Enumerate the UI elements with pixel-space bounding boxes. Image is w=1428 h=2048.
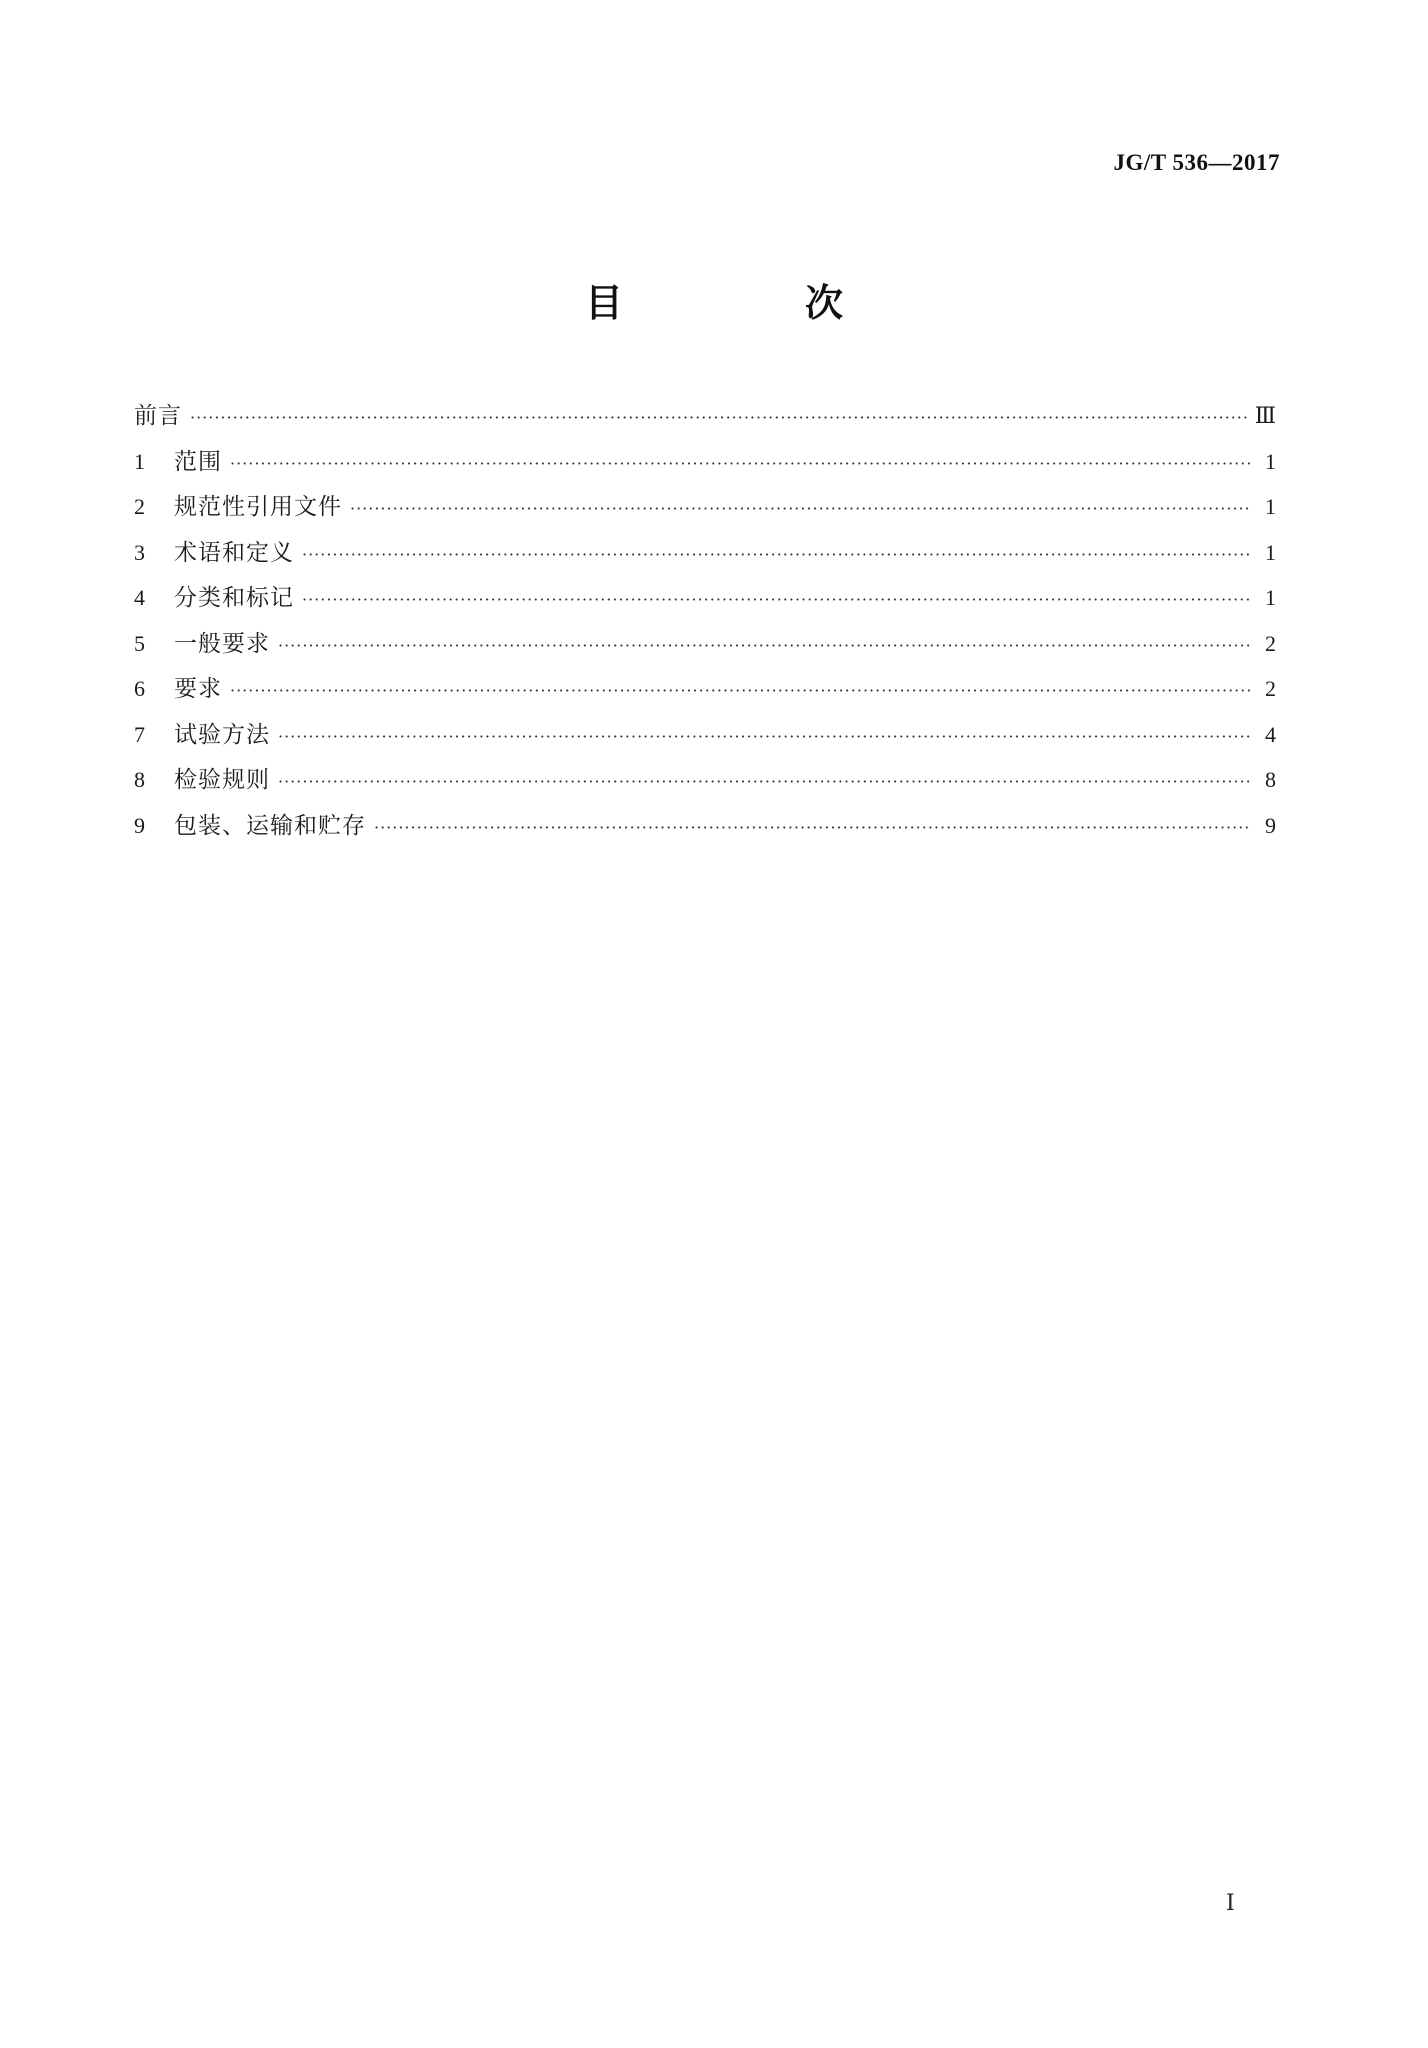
toc-entry-label: 包装、运输和贮存 [174, 812, 366, 839]
toc-entry-number: 6 [134, 676, 145, 701]
toc-dot-leader [374, 818, 1252, 837]
toc-entry-label: 规范性引用文件 [174, 494, 342, 520]
toc-entry-page: 2 [1265, 630, 1276, 656]
toc-dot-leader [302, 590, 1252, 609]
toc-entry-6[interactable] [134, 670, 1276, 716]
toc-entry-3[interactable] [134, 534, 1276, 580]
toc-entry-2[interactable] [134, 488, 1276, 534]
toc-entry-1[interactable] [134, 443, 1276, 489]
toc-entry-number: 4 [134, 585, 145, 610]
toc-dot-leader [190, 408, 1247, 427]
toc-dot-leader [302, 545, 1252, 564]
toc-entry-7[interactable] [134, 716, 1276, 762]
toc-entry-number: 8 [134, 767, 145, 792]
toc-entry-8[interactable] [134, 761, 1276, 807]
toc-dot-leader [278, 772, 1252, 791]
table-of-contents [134, 397, 1276, 852]
toc-entry-page: 8 [1265, 767, 1276, 792]
toc-entry-4[interactable] [134, 579, 1276, 625]
toc-entry-page: 9 [1265, 812, 1276, 838]
toc-entry-label: 范围 [174, 448, 222, 475]
toc-entry-page: 1 [1265, 448, 1276, 474]
toc-entry-number: 9 [134, 812, 145, 838]
toc-dot-leader [278, 727, 1252, 746]
toc-entry-label: 前言 [134, 403, 182, 429]
toc-dot-leader [278, 636, 1252, 655]
toc-entry-page: 2 [1265, 676, 1276, 701]
toc-entry-page: Ⅲ [1254, 403, 1276, 428]
toc-dot-leader [230, 681, 1252, 700]
toc-entry-label: 术语和定义 [174, 539, 294, 566]
toc-entry-page: 1 [1265, 585, 1276, 610]
toc-entry-5[interactable] [134, 625, 1276, 671]
page-number: Ⅰ [1226, 1890, 1235, 1915]
toc-entry-number: 3 [134, 539, 145, 565]
toc-entry-9[interactable] [134, 807, 1276, 853]
toc-entry-number: 2 [134, 494, 145, 519]
toc-entry-number: 1 [134, 448, 145, 474]
toc-entry-label: 一般要求 [174, 630, 270, 657]
toc-entry-number: 5 [134, 630, 145, 656]
toc-entry-number: 7 [134, 721, 145, 747]
standard-code: JG/T 536—2017 [1113, 150, 1280, 175]
toc-entry-label: 要求 [174, 676, 222, 702]
toc-dot-leader [350, 499, 1252, 518]
page-title: 目 次 [584, 281, 915, 325]
toc-entry-page: 1 [1265, 494, 1276, 519]
toc-entry-page: 1 [1265, 539, 1276, 565]
toc-entry-label: 检验规则 [174, 767, 270, 793]
toc-entry-foreword[interactable] [134, 397, 1276, 443]
toc-entry-label: 分类和标记 [174, 585, 294, 611]
toc-entry-page: 4 [1265, 721, 1276, 747]
toc-entry-label: 试验方法 [174, 721, 270, 748]
toc-dot-leader [230, 454, 1252, 473]
